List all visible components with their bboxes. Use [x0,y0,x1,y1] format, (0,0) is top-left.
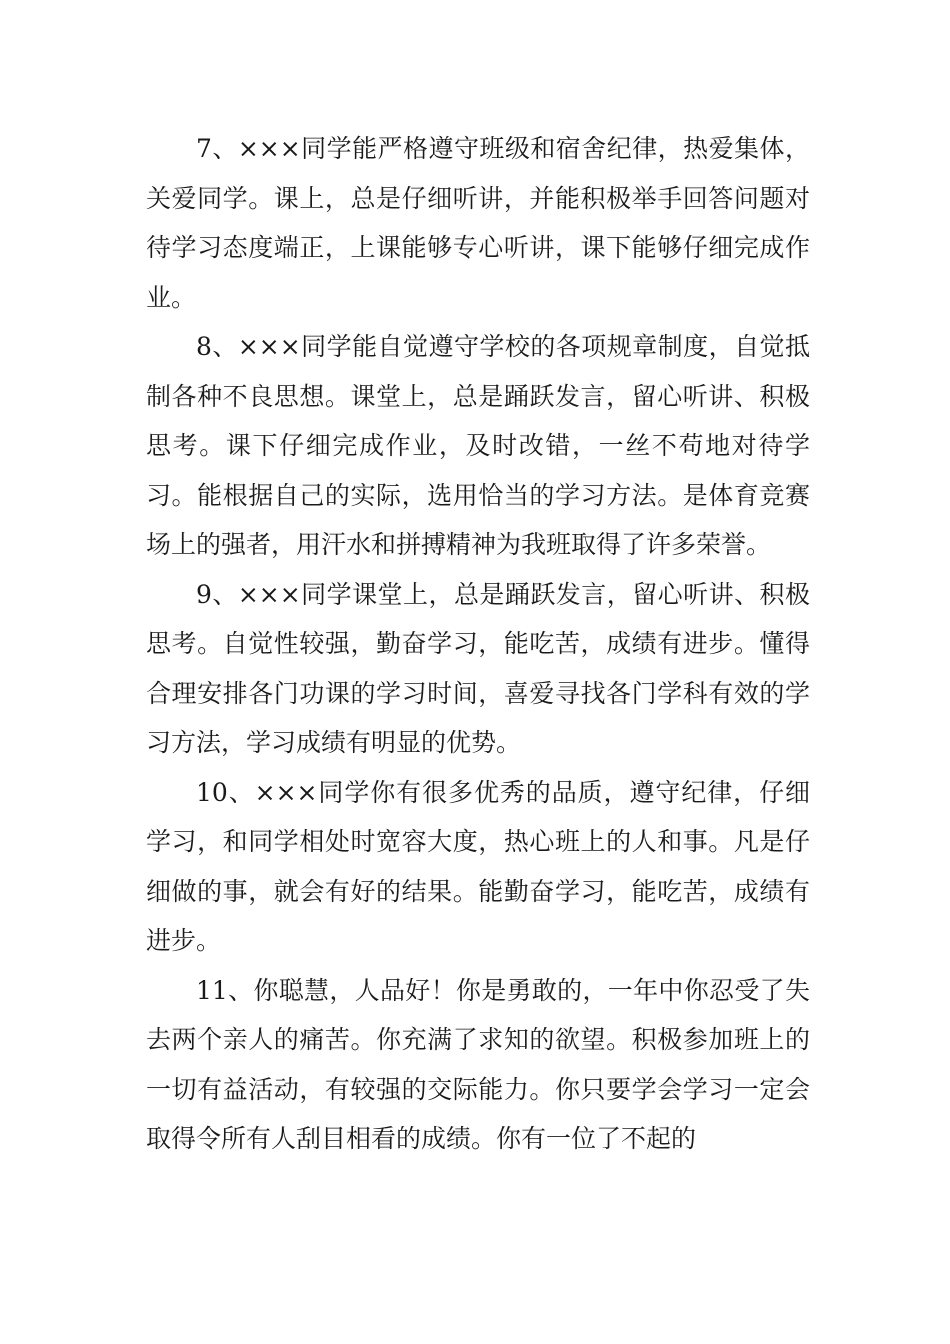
paragraph-11: 11、你聪慧，人品好！你是勇敢的，一年中你忍受了失去两个亲人的痛苦。你充满了求知的欲望。积极参加班上的一切有益活动，有较强的交际能力。你只要学会学习一定会取得令所有人刮目相看的成绩。你有一位了不起的 [146,975,810,1153]
paragraph-7: 7、×××同学能严格遵守班级和宿舍纪律，热爱集体，关爱同学。课上，总是仔细听讲，并能积极举手回答问题对待学习态度端正，上课能够专心听讲，课下能够仔细完成作业。 [146,134,810,312]
document-body [146,124,810,1164]
paragraph-9: 9、×××同学课堂上，总是踊跃发言，留心听讲、积极思考。自觉性较强，勤奋学习，能吃苦，成绩有进步。懂得合理安排各门功课的学习时间，喜爱寻找各门学科有效的学习方法，学习成绩有明显的优势。 [146,579,810,757]
paragraph-8: 8、×××同学能自觉遵守学校的各项规章制度，自觉抵制各种不良思想。课堂上，总是踊跃发言，留心听讲、积极思考。课下仔细完成作业，及时改错，一丝不苟地对待学习。能根据自己的实际，选用恰当的学习方法。是体育竞赛场上的强者，用汗水和拼搏精神为我班取得了许多荣誉。 [146,332,810,559]
paragraph-10: 10、×××同学你有很多优秀的品质，遵守纪律，仔细学习，和同学相处时宽容大度，热心班上的人和事。凡是仔细做的事，就会有好的结果。能勤奋学习，能吃苦，成绩有进步。 [146,777,810,955]
